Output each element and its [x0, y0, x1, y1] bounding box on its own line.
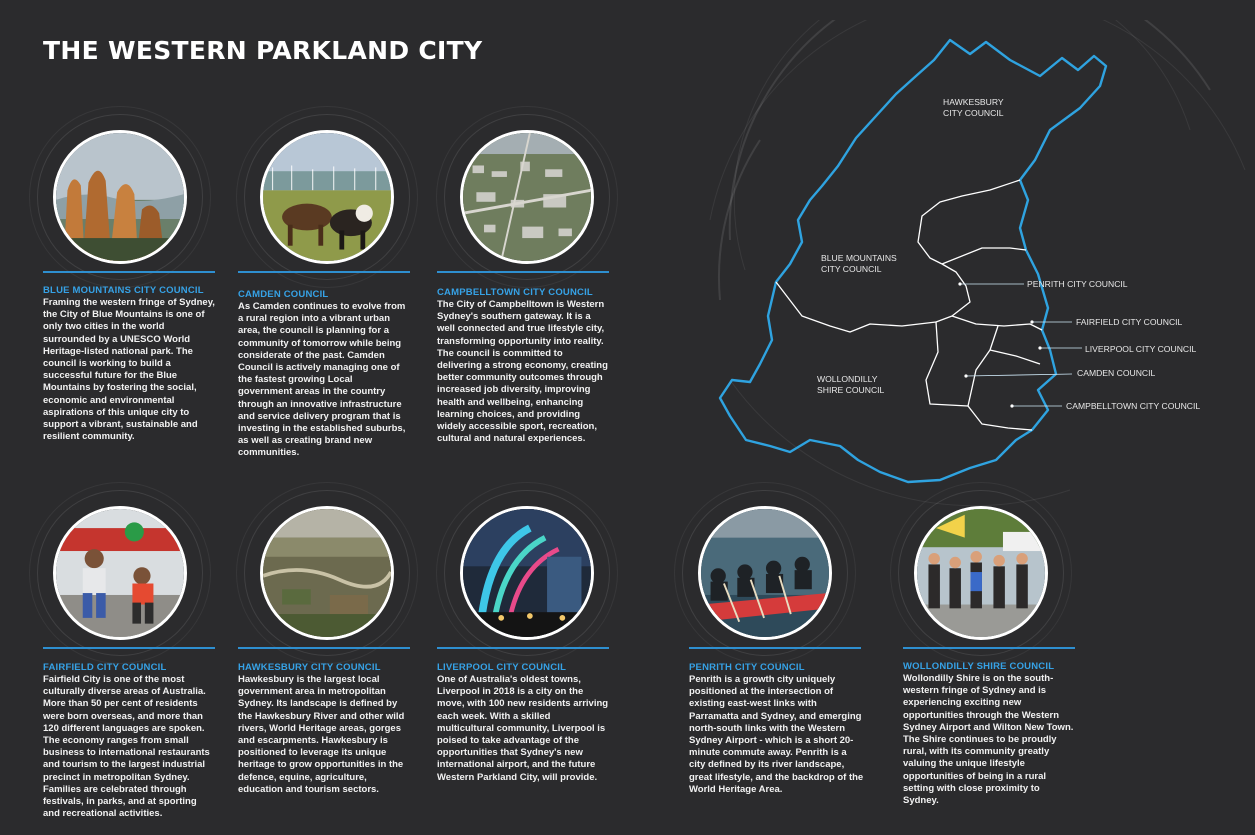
map-label-campbelltown: CAMPBELLTOWN CITY COUNCIL	[1066, 401, 1201, 411]
map-label-camden: CAMDEN COUNCIL	[1077, 368, 1156, 378]
photo-fairfield	[45, 498, 195, 648]
map-label-blue-mountains: BLUE MOUNTAINS CITY COUNCIL	[821, 253, 897, 274]
body-wollondilly: Wollondilly Shire is on the south-western fringe of Sydney and is experiencing exciting new opportunities through the Western Sydney Airport and Wilton New Town. The Shire continues to be proudly rural, with its community greatly valuing the unique lifestyle opportunities of being in a rural setting with close proximity to Sydney.	[903, 673, 1074, 807]
photo-campbelltown	[452, 122, 602, 272]
body-hawkesbury: Hawkesbury is the largest local government area in metropolitan Sydney. Its landscape is defined by the Hawkesbury River and other wild rivers, World Heritage areas, gorges and escarpments. Hawkesbury is positioned to leverage its unique heritage to grow opportunities in the defence, equine, agriculture, education and tourism sectors.	[238, 674, 405, 795]
body-camden: As Camden continues to evolve from a rural region into a vibrant urban area, the council is planning for a community of tomorrow while being considerate of the past. Camden Council is actively managing one of the fastest growing Local government areas in the country through an innovative infrastructure and service delivery program that is investing in the established suburbs, as well as creating brand new communities.	[238, 301, 406, 459]
photo-camden	[252, 122, 402, 272]
map-outline	[690, 20, 1255, 510]
heading-campbelltown: CAMPBELLTOWN CITY COUNCIL	[437, 287, 593, 298]
body-blue-mountains: Framing the western fringe of Sydney, the City of Blue Mountains is one of only two cities in the world surrounded by a UNESCO World Heritage-listed national park. The council is working to build a successful future for the Blue Mountains by fostering the social, economic and environmental aspirations of this unique city to support a vibrant, sustainable and resilient community.	[43, 297, 215, 443]
heading-penrith: PENRITH CITY COUNCIL	[689, 662, 805, 673]
body-liverpool: One of Australia's oldest towns, Liverpool in 2018 is a city on the move, with 100 new residents arriving each week. With a skilled multicultural community, Liverpool is poised to take advantage of the opportunities that Sydney's new international airport, and the future Western Parkland City, will provide.	[437, 674, 609, 783]
photo-wollondilly	[906, 498, 1056, 648]
map-label-fairfield: FAIRFIELD CITY COUNCIL	[1076, 317, 1183, 327]
page-title: THE WESTERN PARKLAND CITY	[43, 36, 483, 65]
body-fairfield: Fairfield City is one of the most culturally diverse areas of Australia. More than 50 per cent of residents were born overseas, and more than 120 different languages are spoken. The economy ranges from small business to international restaurants and tourism to the largest industrial precinct in metropolitan Sydney. Families are celebrated through festivals, in parks, and at sporting and recreational activities.	[43, 674, 210, 820]
body-penrith: Penrith is a growth city uniquely positioned at the intersection of existing east-west links with Parramatta and Sydney, and emerging north-south links with the Western Sydney Airport - which is a short 20-minute commute away. Penrith is a city defined by its river landscape, great lifestyle, and the backdrop of the World Heritage Area.	[689, 674, 864, 795]
photo-hawkesbury	[252, 498, 402, 648]
map-label-liverpool: LIVERPOOL CITY COUNCIL	[1085, 344, 1197, 354]
photo-penrith	[690, 498, 840, 648]
body-campbelltown: The City of Campbelltown is Western Sydney's southern gateway. It is a well connected and true lifestyle city, transforming opportunity into reality. The council is committed to delivering a strong economy, creating better community outcomes through increased job diversity, improving health and wellbeing, enhancing learning choices, and providing widely accessible sport, recreation, cultural and natural experiences.	[437, 299, 608, 445]
western-parkland-map	[690, 20, 1255, 510]
map-label-hawkesbury: HAWKESBURY CITY COUNCIL	[943, 97, 1004, 118]
photo-liverpool	[452, 498, 602, 648]
photo-blue-mountains	[45, 122, 195, 272]
heading-hawkesbury: HAWKESBURY CITY COUNCIL	[238, 662, 381, 673]
heading-camden: CAMDEN COUNCIL	[238, 289, 329, 300]
map-label-penrith: PENRITH CITY COUNCIL	[1027, 279, 1128, 289]
heading-fairfield: FAIRFIELD CITY COUNCIL	[43, 662, 167, 673]
heading-blue-mountains: BLUE MOUNTAINS CITY COUNCIL	[43, 285, 204, 296]
map-label-wollondilly: WOLLONDILLY SHIRE COUNCIL	[817, 374, 885, 395]
heading-liverpool: LIVERPOOL CITY COUNCIL	[437, 662, 567, 673]
heading-wollondilly: WOLLONDILLY SHIRE COUNCIL	[903, 661, 1055, 672]
